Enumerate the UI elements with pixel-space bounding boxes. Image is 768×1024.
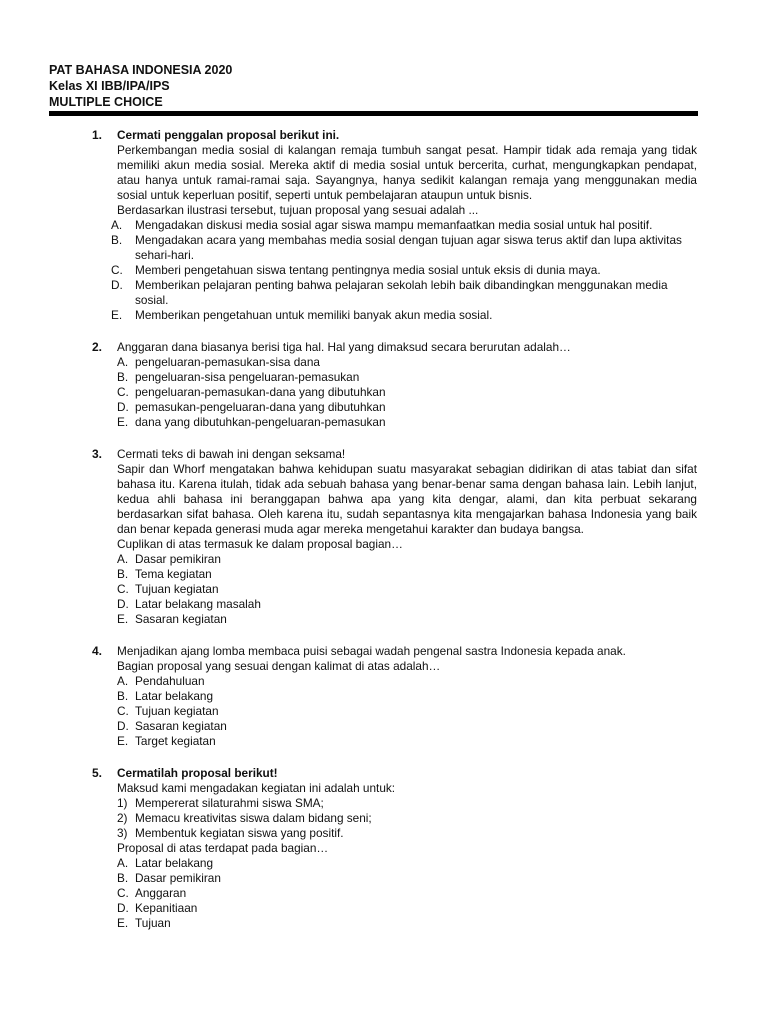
option-text: Kepanitiaan	[135, 901, 198, 915]
item-number: 2)	[117, 811, 128, 825]
class-line: Kelas XI IBB/IPA/IPS	[49, 79, 170, 93]
option-letter: D.	[117, 719, 129, 733]
answer-option[interactable]	[117, 385, 697, 400]
question-list	[0, 128, 768, 948]
question-prompt: Bagian proposal yang sesuai dengan kalimat di atas adalah…	[117, 659, 441, 673]
option-letter: E.	[117, 612, 129, 626]
question-number: 4.	[92, 644, 103, 658]
answer-option[interactable]	[117, 734, 697, 749]
option-letter: D.	[117, 597, 129, 611]
option-text: dana yang dibutuhkan-pengeluaran-pemasukan	[135, 415, 386, 429]
question-prompt: Anggaran dana biasanya berisi tiga hal. Hal yang dimaksud secara berurutan adalah…	[117, 340, 571, 354]
option-text: Sasaran kegiatan	[135, 612, 227, 626]
option-text: pengeluaran-pemasukan-dana yang dibutuhkan	[135, 385, 386, 399]
option-letter: B.	[117, 871, 129, 885]
answer-option[interactable]	[117, 552, 697, 567]
answer-option[interactable]	[111, 263, 697, 278]
option-letter: A.	[117, 355, 129, 369]
answer-option[interactable]	[117, 355, 697, 370]
option-text: Dasar pemikiran	[135, 871, 221, 885]
question-1	[0, 128, 768, 323]
item-number: 1)	[117, 796, 128, 810]
option-letter: C.	[117, 385, 129, 399]
question-passage: Maksud kami mengadakan kegiatan ini adalah untuk:	[117, 781, 396, 795]
answer-option[interactable]	[117, 719, 697, 734]
answer-option[interactable]	[117, 597, 697, 612]
option-text: Tujuan kegiatan	[135, 582, 219, 596]
question-prompt: Proposal di atas terdapat pada bagian…	[117, 841, 329, 855]
option-text: Memberikan pelajaran penting bahwa pelajaran sekolah lebih baik dibandingkan menggunakan media sosial.	[135, 278, 668, 307]
item-text: Memacu kreativitas siswa dalam bidang seni;	[135, 811, 372, 825]
answer-option[interactable]	[117, 689, 697, 704]
question-intro: Cermati teks di bawah ini dengan seksama!	[117, 447, 346, 461]
option-letter: A.	[117, 856, 129, 870]
exam-title: PAT BAHASA INDONESIA 2020	[49, 63, 233, 77]
option-letter: E.	[111, 308, 123, 322]
question-3	[0, 447, 768, 627]
answer-option[interactable]	[117, 871, 697, 886]
question-2	[0, 340, 768, 430]
option-text: pemasukan-pengeluaran-dana yang dibutuhkan	[135, 400, 386, 414]
option-letter: B.	[111, 233, 123, 247]
section-title: MULTIPLE CHOICE	[49, 95, 163, 109]
answer-option[interactable]	[111, 218, 697, 233]
header-divider	[49, 111, 698, 116]
option-letter: A.	[117, 674, 129, 688]
option-text: Latar belakang	[135, 689, 214, 703]
option-text: Tema kegiatan	[135, 567, 212, 581]
question-5	[0, 766, 768, 931]
question-passage: Perkembangan media sosial di kalangan remaja tumbuh sangat pesat. Hampir tidak ada remaja yang tidak memiliki akun media sosial. Mereka aktif di media sosial untuk bercerita, curhat, mengungkapkan pendapat, atau hanya untuk ramai-ramai saja. Sayangnya, hanya sedikit kalangan remaja yang menggunakan media sosial untuk keperluan positif, seperti untuk pembelajaran ataupun untuk bisnis.	[117, 143, 697, 202]
numbered-item	[117, 826, 697, 841]
option-text: Target kegiatan	[135, 734, 216, 748]
option-letter: E.	[117, 415, 129, 429]
answer-option[interactable]	[117, 567, 697, 582]
numbered-item	[117, 811, 697, 826]
option-letter: B.	[117, 567, 129, 581]
option-text: Mengadakan acara yang membahas media sosial dengan tujuan agar siswa terus aktif dan lupa aktivitas sehari-hari.	[135, 233, 682, 262]
option-text: Tujuan	[135, 916, 171, 930]
option-text: Latar belakang masalah	[135, 597, 261, 611]
option-text: Memberikan pengetahuan untuk memiliki banyak akun media sosial.	[135, 308, 493, 322]
option-letter: D.	[117, 901, 129, 915]
option-text: Tujuan kegiatan	[135, 704, 219, 718]
question-number: 3.	[92, 447, 103, 461]
answer-option[interactable]	[117, 582, 697, 597]
option-letter: C.	[117, 704, 129, 718]
answer-option[interactable]	[117, 704, 697, 719]
numbered-item	[117, 796, 697, 811]
option-letter: C.	[117, 886, 129, 900]
option-letter: A.	[111, 218, 123, 232]
question-intro: Menjadikan ajang lomba membaca puisi sebagai wadah pengenal sastra Indonesia kepada anak.	[117, 644, 626, 658]
question-number: 2.	[92, 340, 103, 354]
option-letter: E.	[117, 916, 129, 930]
option-text: Memberi pengetahuan siswa tentang pentingnya media sosial untuk eksis di dunia maya.	[135, 263, 601, 277]
question-number: 5.	[92, 766, 103, 780]
option-text: Pendahuluan	[135, 674, 205, 688]
option-text: Latar belakang	[135, 856, 214, 870]
answer-option[interactable]	[117, 400, 697, 415]
item-text: Membentuk kegiatan siswa yang positif.	[135, 826, 344, 840]
item-number: 3)	[117, 826, 128, 840]
option-letter: A.	[117, 552, 129, 566]
question-prompt: Cuplikan di atas termasuk ke dalam proposal bagian…	[117, 537, 403, 551]
option-text: Anggaran	[135, 886, 187, 900]
answer-option[interactable]	[117, 612, 697, 627]
question-4	[0, 644, 768, 749]
item-text: Mempererat silaturahmi siswa SMA;	[135, 796, 324, 810]
question-intro: Cermatilah proposal berikut!	[117, 766, 278, 780]
option-text: Dasar pemikiran	[135, 552, 221, 566]
answer-option[interactable]	[117, 415, 697, 430]
answer-option[interactable]	[117, 674, 697, 689]
option-letter: E.	[117, 734, 129, 748]
option-text: pengeluaran-sisa pengeluaran-pemasukan	[135, 370, 360, 384]
question-prompt: Berdasarkan ilustrasi tersebut, tujuan proposal yang sesuai adalah ...	[117, 203, 479, 217]
answer-option[interactable]	[111, 233, 697, 263]
answer-option[interactable]	[117, 856, 697, 871]
answer-option[interactable]	[111, 278, 697, 308]
question-number: 1.	[92, 128, 103, 142]
exam-header	[49, 62, 232, 110]
option-text: Mengadakan diskusi media sosial agar siswa mampu memanfaatkan media sosial untuk hal positif.	[135, 218, 653, 232]
question-intro: Cermati penggalan proposal berikut ini.	[117, 128, 340, 142]
question-passage: Sapir dan Whorf mengatakan bahwa kehidupan suatu masyarakat sebagian didirikan di atas tabiat dan sifat bahasa itu. Karena itulah, tidak ada sebuah bahasa yang benar-benar sama dengan bahasa lain. Lebih lanjut, kedua ahli bahasa ini beranggapan bahwa apa yang kita dengar, alami, dan kita perbuat sekarang berdasarkan sifat bahasa. Oleh karena itu, sudah sepantasnya kita mengajarkan bahasa Indonesia yang baik dan benar kepada generasi muda agar mereka mengetahui karakter dan budaya bangsa.	[117, 462, 697, 536]
answer-option[interactable]	[111, 308, 697, 323]
answer-option[interactable]	[117, 901, 697, 916]
option-letter: C.	[117, 582, 129, 596]
option-letter: D.	[111, 278, 123, 292]
option-text: pengeluaran-pemasukan-sisa dana	[135, 355, 320, 369]
answer-option[interactable]	[117, 886, 697, 901]
option-letter: D.	[117, 400, 129, 414]
option-letter: B.	[117, 370, 129, 384]
option-letter: C.	[111, 263, 123, 277]
answer-option[interactable]	[117, 916, 697, 931]
answer-option[interactable]	[117, 370, 697, 385]
option-letter: B.	[117, 689, 129, 703]
option-text: Sasaran kegiatan	[135, 719, 227, 733]
